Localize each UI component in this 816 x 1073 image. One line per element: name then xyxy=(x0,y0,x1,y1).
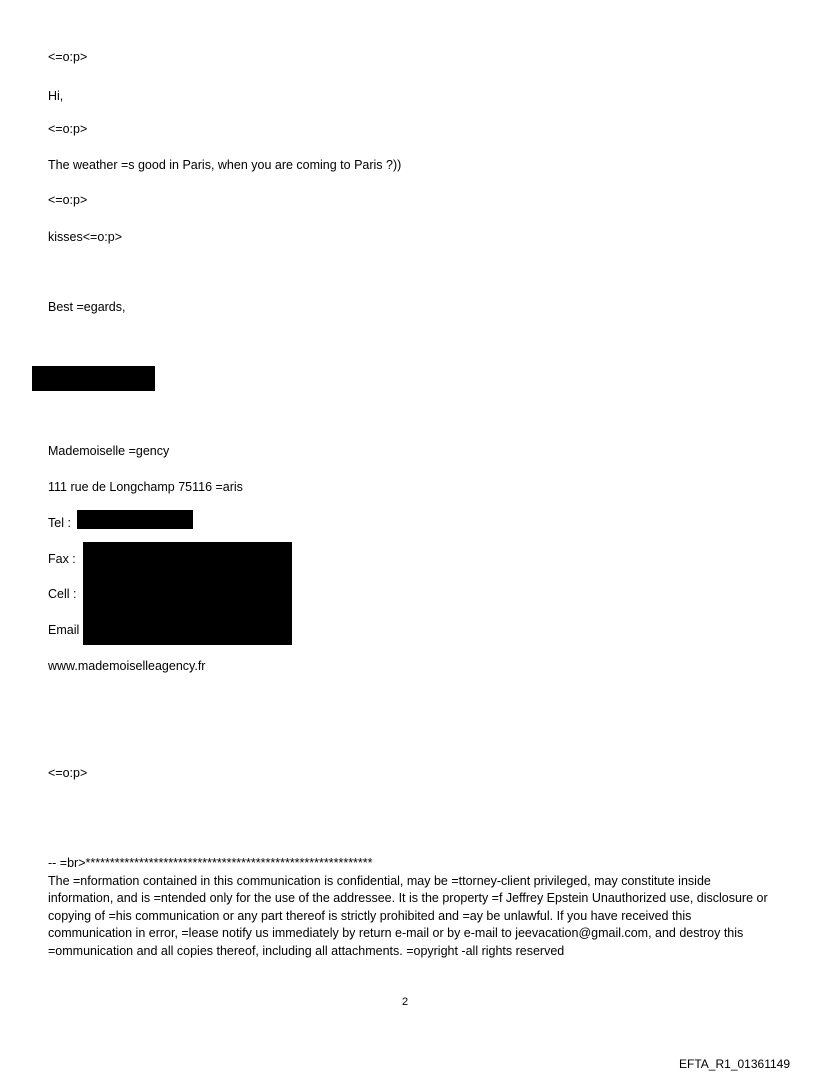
message-text: The weather =s good in Paris, when you are coming to Paris ?)) xyxy=(48,158,402,172)
sign-off: Best =egards, xyxy=(48,300,126,314)
redaction-contact-block xyxy=(83,542,292,645)
page-number: 2 xyxy=(402,996,409,1008)
disclaimer-text: The =nformation contained in this communication is confidential, may be =ttorney-client privileged, may constitute inside information, and is =ntended only for the use of the addressee. It is the property =f Jeffrey Epstein Unauthorized use, disclosure or copying of =his communication or any part thereof is strictly prohibited and =ay be unlawful. If you have received this communication in error, =lease notify us immediately by return e-mail or by e-mail to jeevacation@gmail.com, and destroy this =ommunication and all copies thereof, including all attachments. =opyright -all rights reserved xyxy=(48,873,768,958)
cell-label: Cell : xyxy=(48,587,77,601)
markup-tag: <=o:p> xyxy=(48,193,88,207)
redaction-tel xyxy=(77,510,193,529)
bates-number: EFTA_R1_01361149 xyxy=(679,1057,790,1071)
tel-label: Tel : xyxy=(48,516,71,530)
confidentiality-notice xyxy=(48,855,773,960)
markup-tag: <=o:p> xyxy=(48,122,88,136)
separator-line: -- =br>*********************************************************** xyxy=(48,856,373,870)
company-name: Mademoiselle =gency xyxy=(48,444,170,458)
markup-tag: <=o:p> xyxy=(48,50,88,64)
email-label: Email xyxy=(48,623,80,637)
redaction-name xyxy=(32,366,155,391)
kisses-line: kisses<=o:p> xyxy=(48,230,123,244)
website-link: www.mademoiselleagency.fr xyxy=(48,659,206,673)
greeting: Hi, xyxy=(48,89,64,103)
fax-label: Fax : xyxy=(48,552,76,566)
markup-tag: <=o:p> xyxy=(48,766,88,780)
company-address: 111 rue de Longchamp 75116 =aris xyxy=(48,480,243,494)
